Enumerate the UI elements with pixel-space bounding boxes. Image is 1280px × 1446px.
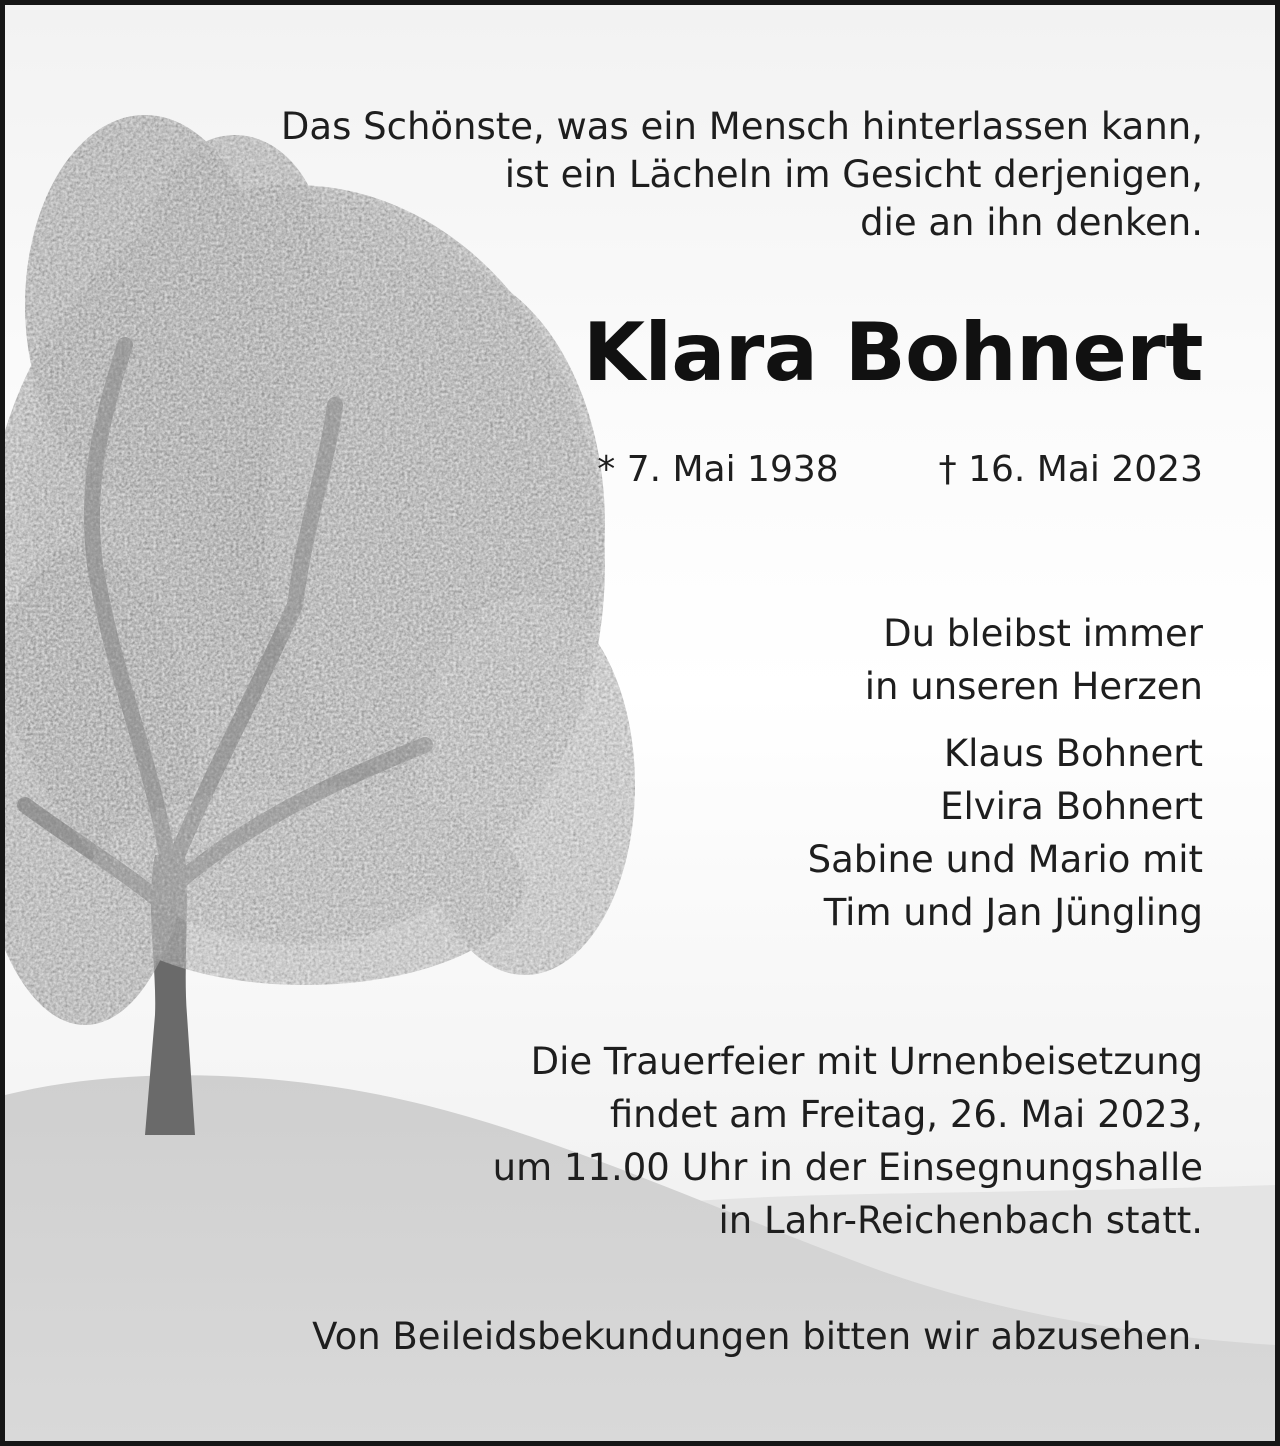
family-member: Tim und Jan Jüngling	[823, 891, 1203, 934]
ceremony-line: findet am Freitag, 26. Mai 2023,	[609, 1093, 1203, 1136]
family-member: Klaus Bohnert	[943, 732, 1203, 775]
ceremony-line: um 11.00 Uhr in der Einsegnungshalle	[492, 1146, 1203, 1189]
life-dates	[597, 447, 1203, 493]
death-date: † 16. Mai 2023	[938, 449, 1203, 490]
family-member: Elvira Bohnert	[940, 785, 1203, 828]
remembrance-block	[865, 607, 1203, 713]
family-list	[808, 727, 1203, 939]
quote-block	[281, 103, 1203, 247]
remembrance-line: Du bleibst immer	[883, 612, 1203, 655]
remembrance-line: in unseren Herzen	[864, 665, 1203, 708]
deceased-name: Klara Bohnert	[583, 306, 1203, 399]
closing-note: Von Beileidsbekundungen bitten wir abzusehen.	[312, 1315, 1203, 1358]
quote-line: ist ein Lächeln im Gesicht derjenigen,	[504, 153, 1203, 196]
family-member: Sabine und Mario mit	[807, 838, 1203, 881]
ceremony-line: Die Trauerfeier mit Urnenbeisetzung	[530, 1040, 1203, 1083]
birth-date: * 7. Mai 1938	[597, 449, 839, 490]
quote-line: Das Schönste, was ein Mensch hinterlassen kann,	[280, 105, 1203, 148]
ceremony-info	[493, 1035, 1203, 1247]
ceremony-line: in Lahr-Reichenbach statt.	[718, 1199, 1203, 1242]
quote-line: die an ihn denken.	[860, 201, 1203, 244]
